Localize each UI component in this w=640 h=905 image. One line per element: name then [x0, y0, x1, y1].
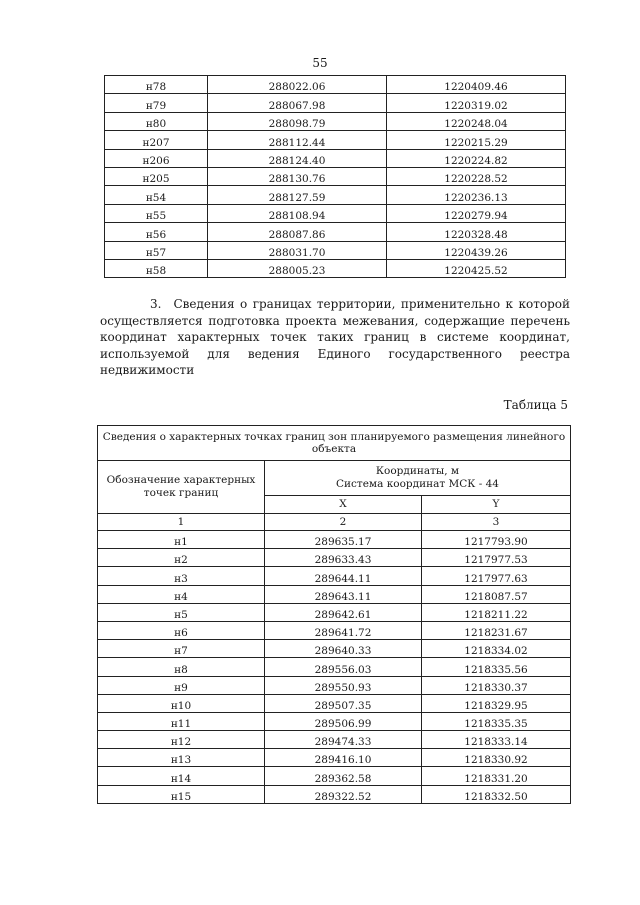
y-coordinate-cell: 1218330.92: [422, 749, 571, 767]
table-row: [105, 241, 566, 259]
y-coordinate-cell: 1220248.04: [387, 112, 566, 130]
y-coordinate-cell: 1220215.29: [387, 131, 566, 149]
y-coordinate-cell: 1218331.20: [422, 767, 571, 785]
x-coordinate-cell: 288031.70: [208, 241, 387, 259]
y-coordinate-cell: 1218335.56: [422, 658, 571, 676]
x-coordinate-cell: 289507.35: [265, 694, 422, 712]
point-name-cell: н11: [98, 712, 265, 730]
coordinates-table-continued: [104, 75, 566, 278]
x-coordinate-cell: 288130.76: [208, 167, 387, 185]
table-row: [98, 749, 571, 767]
point-name-cell: н13: [98, 749, 265, 767]
table-5-body: [98, 426, 571, 804]
y-coordinate-cell: 1220425.52: [387, 259, 566, 277]
y-coordinate-cell: 1217793.90: [422, 531, 571, 549]
x-coordinate-cell: 289550.93: [265, 676, 422, 694]
table-row: [105, 131, 566, 149]
y-header: Y: [422, 496, 571, 514]
coordinates-label: Координаты, м: [375, 465, 460, 477]
x-coordinate-cell: 288127.59: [208, 186, 387, 204]
table-5-title: Сведения о характерных точках границ зон планируемого размещения линейного объекта: [98, 426, 571, 461]
x-coordinate-cell: 289635.17: [265, 531, 422, 549]
point-designation-header: Обозначение характерных точек границ: [98, 461, 265, 514]
point-name-cell: н3: [98, 567, 265, 585]
y-coordinate-cell: 1218335.35: [422, 712, 571, 730]
x-coordinate-cell: 289643.11: [265, 585, 422, 603]
table-row: [98, 767, 571, 785]
y-coordinate-cell: 1220439.26: [387, 241, 566, 259]
point-name-cell: н57: [105, 241, 208, 259]
x-coordinate-cell: 289474.33: [265, 731, 422, 749]
table-row: [98, 603, 571, 621]
table-row: [98, 712, 571, 730]
point-name-cell: н9: [98, 676, 265, 694]
point-name-cell: н205: [105, 167, 208, 185]
coordinates-header: [265, 461, 571, 496]
x-coordinate-cell: 288087.86: [208, 223, 387, 241]
point-name-cell: н78: [105, 76, 208, 94]
point-name-cell: н58: [105, 259, 208, 277]
y-coordinate-cell: 1217977.63: [422, 567, 571, 585]
point-name-cell: н5: [98, 603, 265, 621]
y-coordinate-cell: 1218231.67: [422, 621, 571, 639]
coordinate-system-label: Система координат МСК - 44: [336, 478, 499, 490]
x-coordinate-cell: 289641.72: [265, 621, 422, 639]
table-row: [98, 785, 571, 803]
table-row: [98, 640, 571, 658]
y-coordinate-cell: 1218329.95: [422, 694, 571, 712]
table-5-title-row: [98, 426, 571, 461]
x-coordinate-cell: 288108.94: [208, 204, 387, 222]
point-name-cell: н6: [98, 621, 265, 639]
point-name-cell: н55: [105, 204, 208, 222]
y-coordinate-cell: 1217977.53: [422, 549, 571, 567]
point-name-cell: н54: [105, 186, 208, 204]
table-row: [105, 94, 566, 112]
y-coordinate-cell: 1218330.37: [422, 676, 571, 694]
x-coordinate-cell: 289362.58: [265, 767, 422, 785]
table-row: [98, 549, 571, 567]
x-coordinate-cell: 289556.03: [265, 658, 422, 676]
point-name-cell: н4: [98, 585, 265, 603]
x-coordinate-cell: 289506.99: [265, 712, 422, 730]
paragraph-3: [100, 296, 570, 379]
table-row: [98, 731, 571, 749]
x-coordinate-cell: 288098.79: [208, 112, 387, 130]
column-number-3: 3: [422, 514, 571, 531]
x-coordinate-cell: 288124.40: [208, 149, 387, 167]
x-coordinate-cell: 289644.11: [265, 567, 422, 585]
point-name-cell: н79: [105, 94, 208, 112]
table-row: [105, 167, 566, 185]
page-number: 55: [312, 56, 328, 70]
table-5: [97, 425, 571, 804]
y-coordinate-cell: 1220319.02: [387, 94, 566, 112]
y-coordinate-cell: 1218333.14: [422, 731, 571, 749]
y-coordinate-cell: 1218334.02: [422, 640, 571, 658]
point-name-cell: н80: [105, 112, 208, 130]
x-coordinate-cell: 289633.43: [265, 549, 422, 567]
table-row: [105, 204, 566, 222]
table-row: [98, 531, 571, 549]
x-coordinate-cell: 288022.06: [208, 76, 387, 94]
column-number-1: 1: [98, 514, 265, 531]
x-coordinate-cell: 288112.44: [208, 131, 387, 149]
point-name-cell: н15: [98, 785, 265, 803]
y-coordinate-cell: 1220228.52: [387, 167, 566, 185]
table-row: [105, 223, 566, 241]
table-row: [105, 149, 566, 167]
table-row: [98, 676, 571, 694]
table-row: [98, 658, 571, 676]
point-name-cell: н10: [98, 694, 265, 712]
y-coordinate-cell: 1220279.94: [387, 204, 566, 222]
table-row: [105, 112, 566, 130]
x-header: X: [265, 496, 422, 514]
table-row: [98, 567, 571, 585]
table-row: [98, 585, 571, 603]
table-row: [98, 621, 571, 639]
x-coordinate-cell: 289322.52: [265, 785, 422, 803]
x-coordinate-cell: 289416.10: [265, 749, 422, 767]
table-5-header-row: [98, 461, 571, 496]
point-name-cell: н14: [98, 767, 265, 785]
paragraph-3-text: 3. Сведения о границах территории, применительно к которой осуществляется подготовка проекта межевания, содержащие перечень координат характерных точек таких границ в системе координат, используемой для ведения Единого государственного реестра недвижимости: [100, 297, 570, 377]
y-coordinate-cell: 1218087.57: [422, 585, 571, 603]
point-name-cell: н8: [98, 658, 265, 676]
y-coordinate-cell: 1220224.82: [387, 149, 566, 167]
table-row: [105, 186, 566, 204]
x-coordinate-cell: 288005.23: [208, 259, 387, 277]
y-coordinate-cell: 1220236.13: [387, 186, 566, 204]
point-name-cell: н206: [105, 149, 208, 167]
y-coordinate-cell: 1218332.50: [422, 785, 571, 803]
y-coordinate-cell: 1220328.48: [387, 223, 566, 241]
table-row: [98, 694, 571, 712]
y-coordinate-cell: 1220409.46: [387, 76, 566, 94]
y-coordinate-cell: 1218211.22: [422, 603, 571, 621]
x-coordinate-cell: 288067.98: [208, 94, 387, 112]
table-5-number-row: [98, 514, 571, 531]
column-number-2: 2: [265, 514, 422, 531]
table-row: [105, 76, 566, 94]
point-name-cell: н56: [105, 223, 208, 241]
x-coordinate-cell: 289642.61: [265, 603, 422, 621]
point-name-cell: н12: [98, 731, 265, 749]
table-5-label: Таблица 5: [503, 398, 568, 412]
table-continued-body: [105, 76, 566, 278]
x-coordinate-cell: 289640.33: [265, 640, 422, 658]
point-name-cell: н1: [98, 531, 265, 549]
point-name-cell: н207: [105, 131, 208, 149]
point-name-cell: н7: [98, 640, 265, 658]
point-name-cell: н2: [98, 549, 265, 567]
table-row: [105, 259, 566, 277]
